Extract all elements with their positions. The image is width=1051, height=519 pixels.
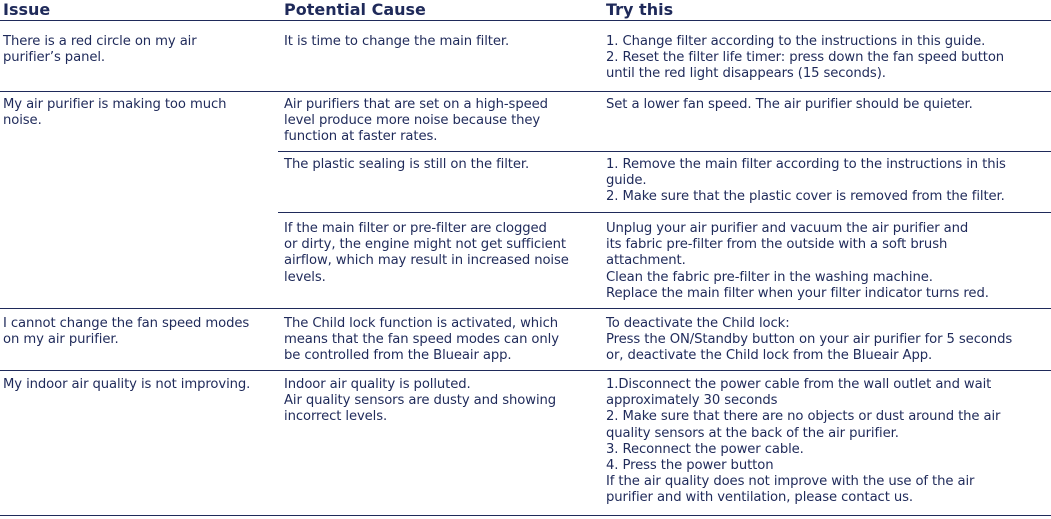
header-issue: Issue — [3, 0, 51, 19]
header-divider — [0, 20, 1051, 21]
row-2-try-2: 1. Remove the main filter according to the instructions in this guide. 2. Make sure that the plastic cover is removed from the filter. — [606, 157, 1006, 205]
row-3-issue: I cannot change the fan speed modes on my air purifier. — [3, 316, 250, 348]
header-try-this: Try this — [606, 0, 674, 19]
row-4-issue: My indoor air quality is not improving. — [3, 377, 251, 392]
table-bottom-border — [0, 515, 1051, 516]
sub-row-divider — [278, 151, 1051, 152]
row-divider — [0, 370, 1051, 371]
row-1-try: 1. Change filter according to the instructions in this guide. 2. Reset the filter life timer: press down the fan speed button until the red light disappears (15 seconds). — [606, 34, 1005, 82]
row-2-cause-1: Air purifiers that are set on a high-speed level produce more noise because they function at faster rates. — [284, 97, 548, 145]
row-divider — [0, 308, 1051, 309]
row-4-try: 1.Disconnect the power cable from the wall outlet and wait approximately 30 seconds 2. Make sure that there are no objects or dust around the air quality sensors at the back of the air purifier. 3. Reconnect the power cable. 4. Press the power button If the air quality does not improve with the use of the air purifier and with ventilation, please contact us. — [606, 377, 1001, 506]
row-divider — [0, 91, 1051, 92]
header-potential-cause: Potential Cause — [284, 0, 426, 19]
row-3-try: To deactivate the Child lock: Press the ON/Standby button on your air purifier for 5 seconds or, deactivate the Child lock from the Blueair App. — [606, 316, 1013, 364]
row-2-try-3: Unplug your air purifier and vacuum the air purifier and its fabric pre-filter from the outside with a soft brush attachment. Clean the fabric pre-filter in the washing machine. Replace the main filter when your filter indicator turns red. — [606, 221, 989, 301]
row-2-cause-3: If the main filter or pre-filter are clogged or dirty, the engine might not get sufficient airflow, which may result in increased noise levels. — [284, 221, 569, 285]
row-3-cause: The Child lock function is activated, which means that the fan speed modes can only be controlled from the Blueair app. — [284, 316, 559, 364]
row-4-cause: Indoor air quality is polluted. Air quality sensors are dusty and showing incorrect levels. — [284, 377, 557, 425]
row-2-try-1: Set a lower fan speed. The air purifier should be quieter. — [606, 97, 973, 112]
row-2-cause-2: The plastic sealing is still on the filter. — [284, 157, 530, 172]
row-1-issue: There is a red circle on my air purifier’s panel. — [3, 34, 197, 66]
sub-row-divider — [278, 212, 1051, 213]
row-2-issue: My air purifier is making too much noise. — [3, 97, 227, 129]
row-1-cause: It is time to change the main filter. — [284, 34, 510, 49]
